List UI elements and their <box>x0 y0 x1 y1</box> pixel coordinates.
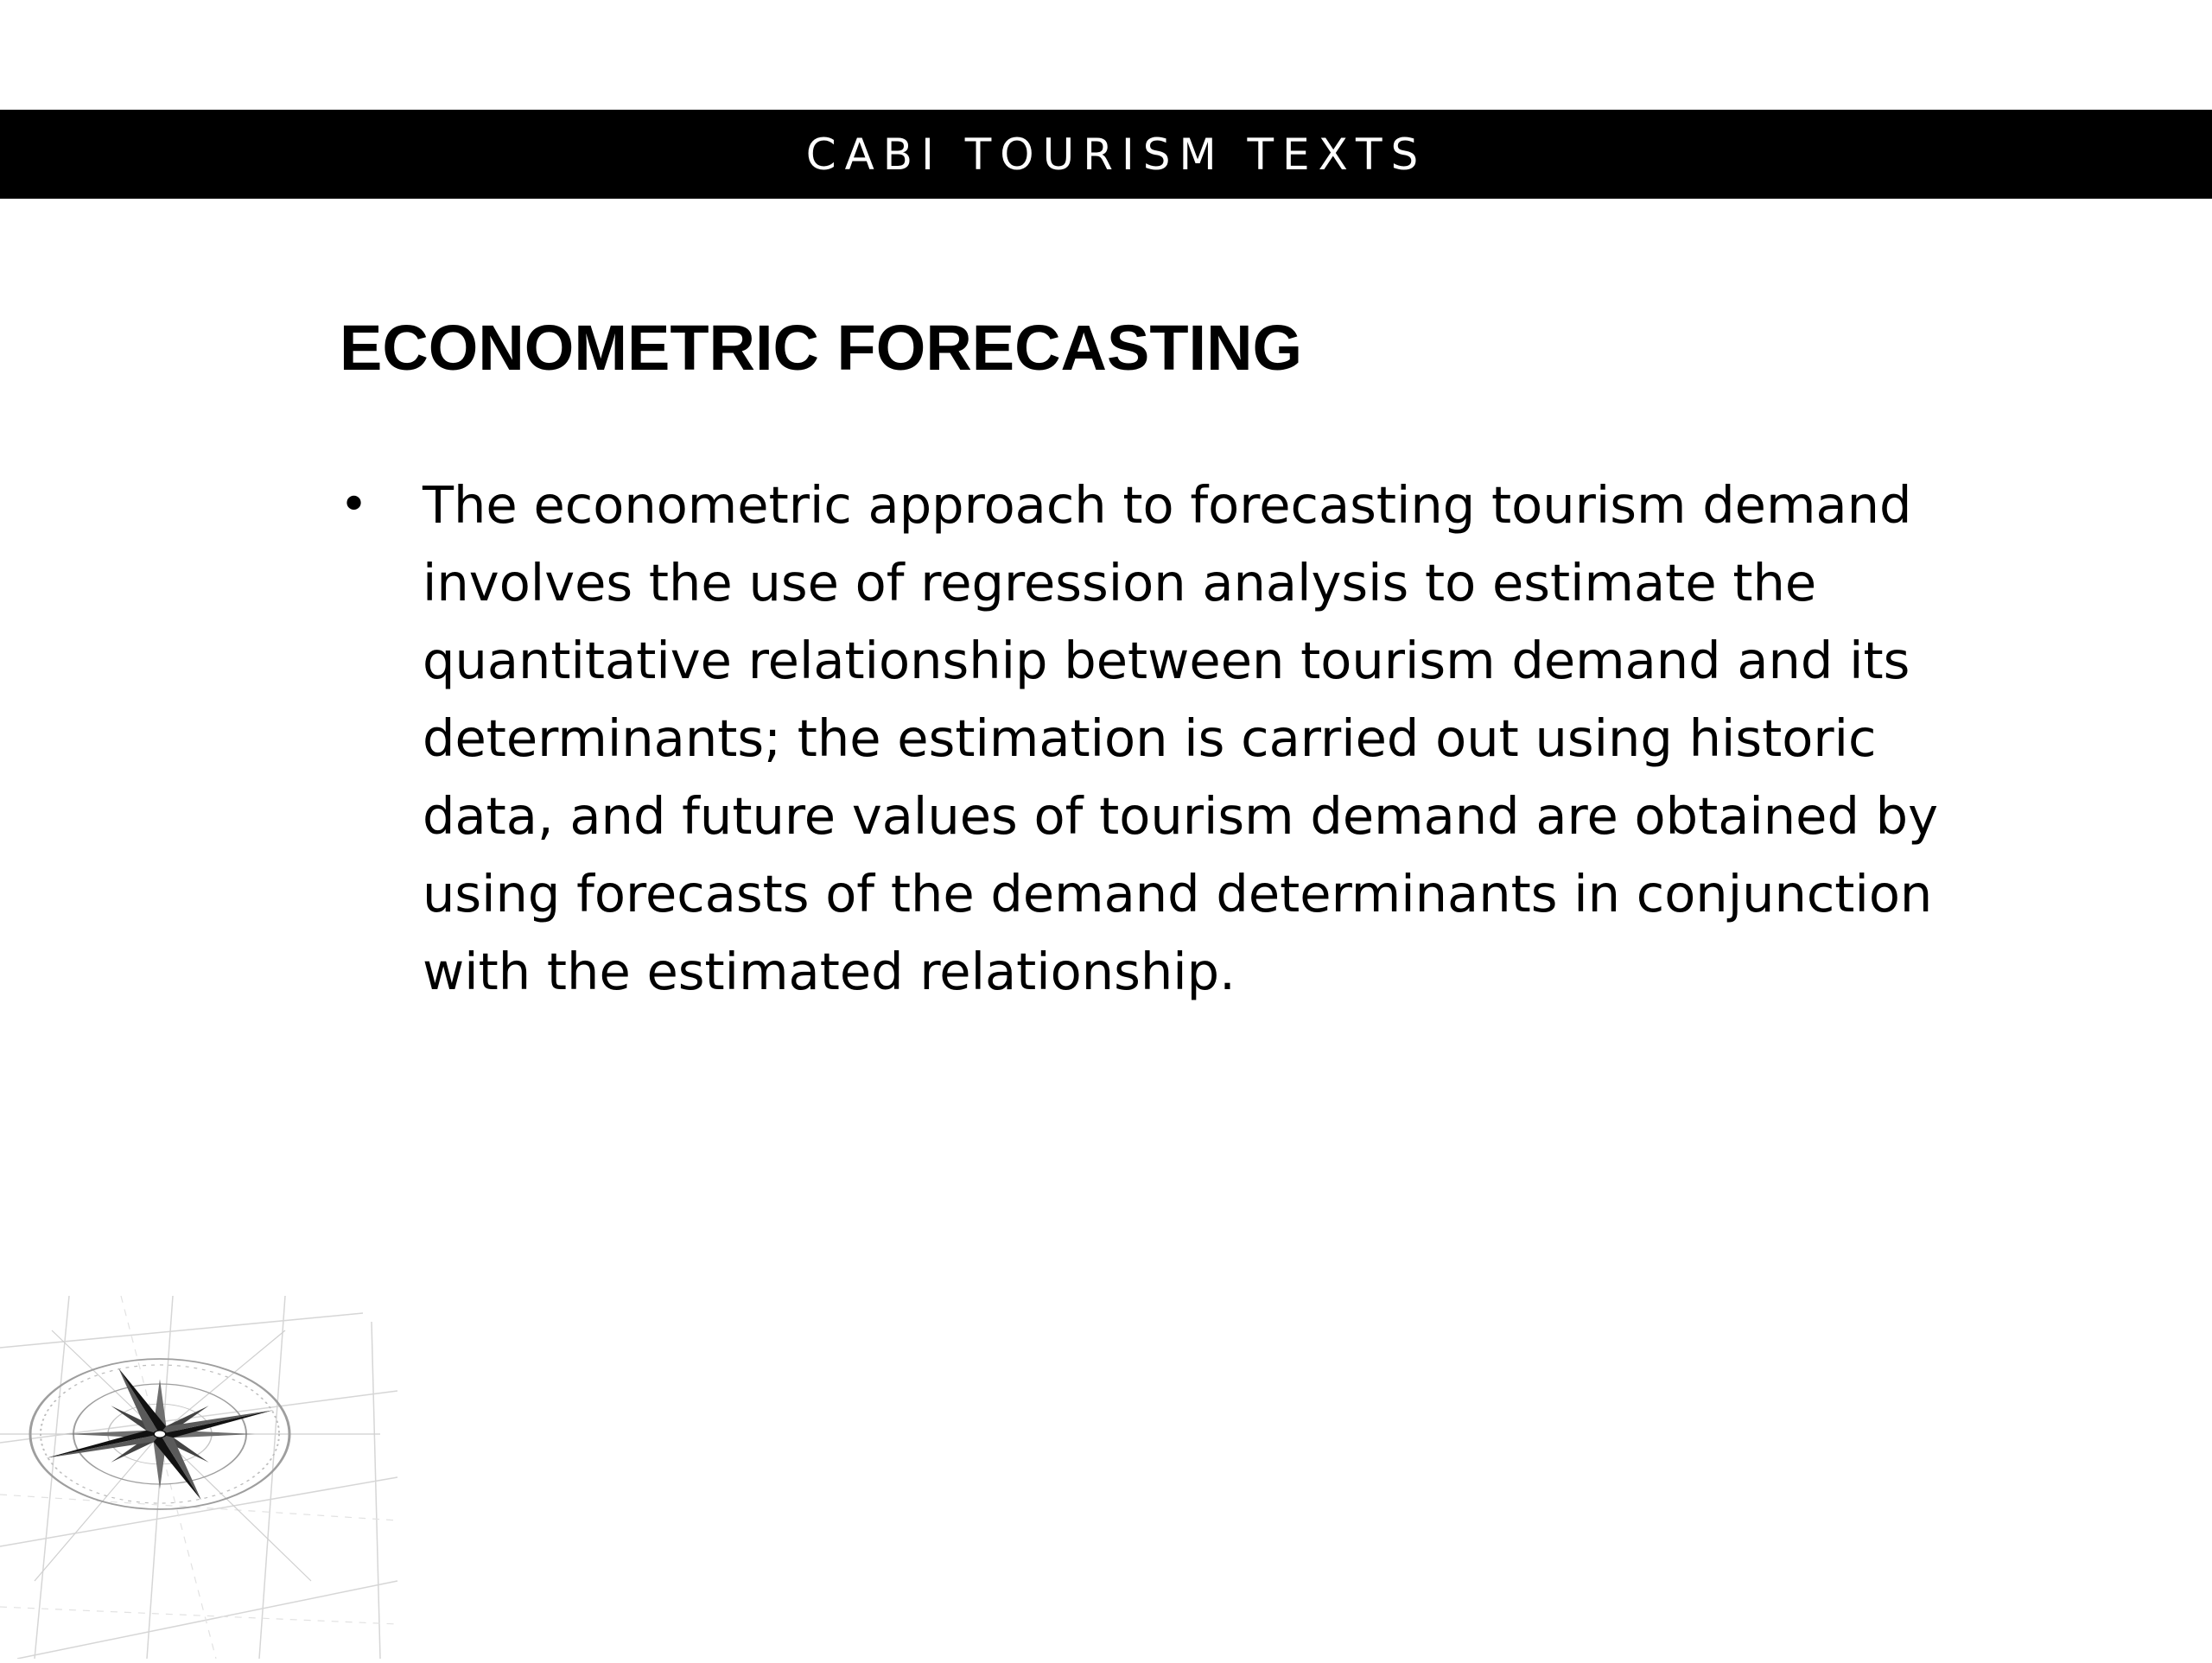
compass-rose-icon <box>0 1296 406 1659</box>
slide-title: ECONOMETRIC FORECASTING <box>340 312 1303 384</box>
bullet-dot-icon: • <box>340 477 369 533</box>
header-title: CABI TOURISM TEXTS <box>805 129 1427 180</box>
bullet-text: The econometric approach to forecasting tourism demand involves the use of regression analysis to estimate the quantitative relationship between tourism demand and its determinants; the estimation is carried out using historic data, and future values of tourism demand are obtained by using forecasts of the demand determinants in conjunction with the estimated relationship. <box>423 475 1939 1001</box>
bullet-list <box>340 467 1981 1011</box>
compass-decoration <box>0 1296 406 1659</box>
header-bar <box>0 110 2212 199</box>
bullet-item <box>340 467 1981 1011</box>
